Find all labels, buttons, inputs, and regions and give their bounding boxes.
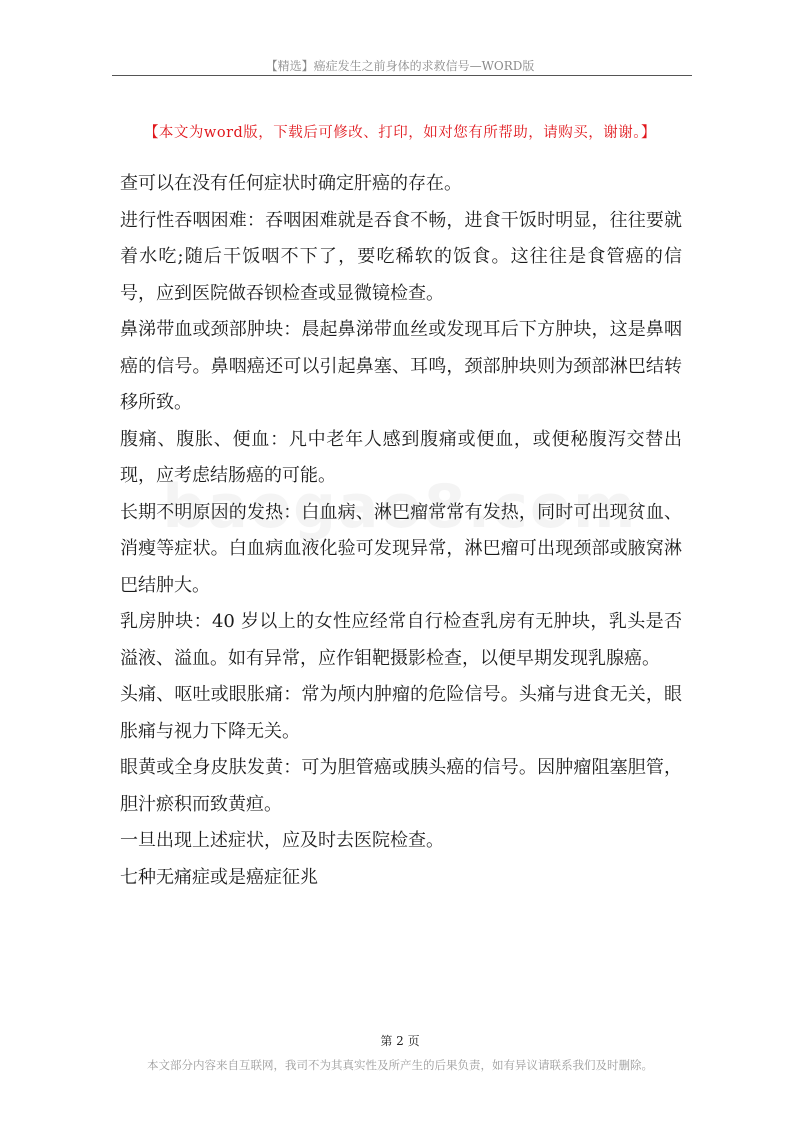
paragraph: 腹痛、腹胀、便血：凡中老年人感到腹痛或便血，或便秘腹泻交替出现，应考虑结肠癌的可能。 xyxy=(120,428,682,486)
document-header-title: 【精选】癌症发生之前身体的求救信号—WORD版 xyxy=(265,59,535,73)
footer-disclaimer: 本文部分内容来自互联网，我司不为其真实性及所产生的后果负责，如有异议请联系我们及时删除。 xyxy=(147,1058,653,1072)
paragraph: 一旦出现上述症状，应及时去医院检查。 xyxy=(120,830,444,851)
paragraph: 鼻涕带血或颈部肿块：晨起鼻涕带血丝或发现耳后下方肿块，这是鼻咽癌的信号。鼻咽癌还可以引起鼻塞、耳鸣，颈部肿块则为颈部淋巴结转移所致。 xyxy=(120,319,682,413)
document-body xyxy=(120,166,682,896)
paragraph: 眼黄或全身皮肤发黄：可为胆管癌或胰头癌的信号。因肿瘤阻塞胆管，胆汁瘀积而致黄疸。 xyxy=(120,757,682,815)
paragraph: 长期不明原因的发热：白血病、淋巴瘤常常有发热，同时可出现贫血、消瘦等症状。白血病血液化验可发现异常，淋巴瘤可出现颈部或腋窝淋巴结肿大。 xyxy=(120,501,682,596)
paragraph: 乳房肿块：40 岁以上的女性应经常自行检查乳房有无肿块，乳头是否溢液、溢血。如有异常，应作钼靶摄影检查，以便早期发现乳腺癌。 xyxy=(120,611,682,669)
paragraph: 进行性吞咽困难：吞咽困难就是吞食不畅，进食干饭时明显，往往要就着水吃;随后干饭咽不下了，要吃稀软的饭食。这往往是食管癌的信号，应到医院做吞钡检查或显微镜检查。 xyxy=(120,209,682,304)
paragraph: 头痛、呕吐或眼胀痛：常为颅内肿瘤的危险信号。头痛与进食无关，眼胀痛与视力下降无关。 xyxy=(120,684,682,742)
paragraph: 查可以在没有任何症状时确定肝癌的存在。 xyxy=(120,173,462,194)
section-heading: 七种无痛症或是癌症征兆 xyxy=(120,866,318,888)
download-notice: 【本文为word版，下载后可修改、打印，如对您有所帮助，请购买，谢谢。】 xyxy=(143,125,657,141)
header-divider xyxy=(112,75,692,76)
page-number: 第 2 页 xyxy=(380,1034,420,1048)
